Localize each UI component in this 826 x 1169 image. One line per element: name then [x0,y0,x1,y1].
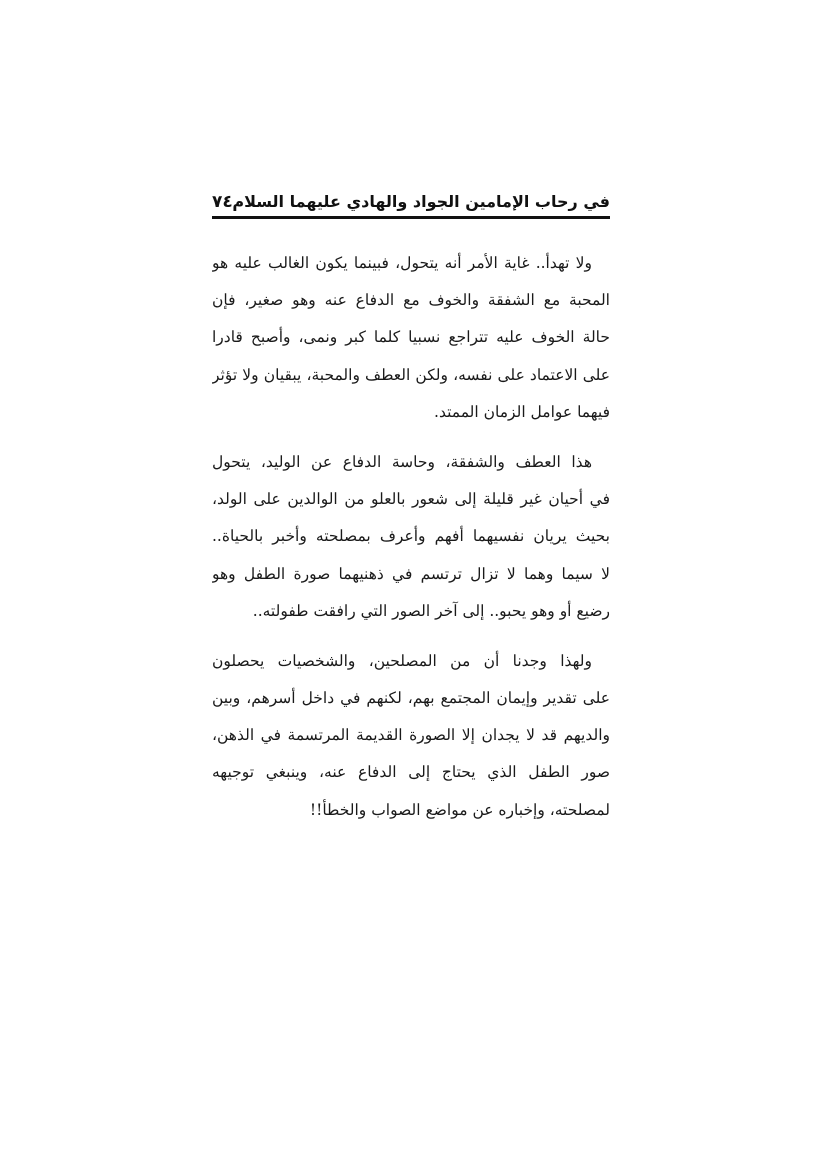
text-line: حالة الخوف عليه تتراجع نسبيا كلما كبر ونمى، وأصبح قادرا [212,328,610,347]
text-line: في أحيان غير قليلة إلى شعور بالعلو من الوالدين على الولد، [212,490,610,509]
page-header [212,186,610,216]
text-line: بحيث يريان نفسيهما أفهم وأعرف بمصلحته وأخبر بالحياة.. [212,527,610,546]
text-line: فيهما عوامل الزمان الممتد. [434,402,610,421]
text-line: رضيع أو وهو يحبو.. إلى آخر الصور التي رافقت طفولته.. [252,601,610,620]
page-body [212,245,610,842]
running-title: في رحاب الإمامين الجواد والهادي عليهما السلام [232,192,610,211]
page-number: ٧٤ [212,192,233,212]
text-line: المحبة مع الشفقة والخوف مع الدفاع عنه وهو صغير، فإن [212,291,610,310]
header-divider [212,216,610,219]
paragraph-1 [212,245,610,431]
text-line: لا سيما وهما لا تزال ترتسم في ذهنيهما صورة الطفل وهو [212,564,610,583]
text-line: هذا العطف والشفقة، وحاسة الدفاع عن الوليد، يتحول [212,452,592,471]
text-line: ولهذا وجدنا أن من المصلحين، والشخصيات يحصلون [212,651,592,670]
text-line: والديهم قد لا يجدان إلا الصورة القديمة المرتسمة في الذهن، [212,726,610,745]
text-line: على الاعتماد على نفسه، ولكن العطف والمحبة، يبقيان ولا تؤثر [212,365,610,384]
text-line: صور الطفل الذي يحتاج إلى الدفاع عنه، وينبغي توجيهه [212,763,610,782]
paragraph-2 [212,444,610,630]
text-line: ولا تهدأ.. غاية الأمر أنه يتحول، فبينما يكون الغالب عليه هو [212,254,592,272]
text-line: على تقدير وإيمان المجتمع بهم، لكنهم في داخل أسرهم، وبين [212,689,610,708]
paragraph-3 [212,643,610,829]
text-line: لمصلحته، وإخباره عن مواضع الصواب والخطأ!! [309,800,610,819]
